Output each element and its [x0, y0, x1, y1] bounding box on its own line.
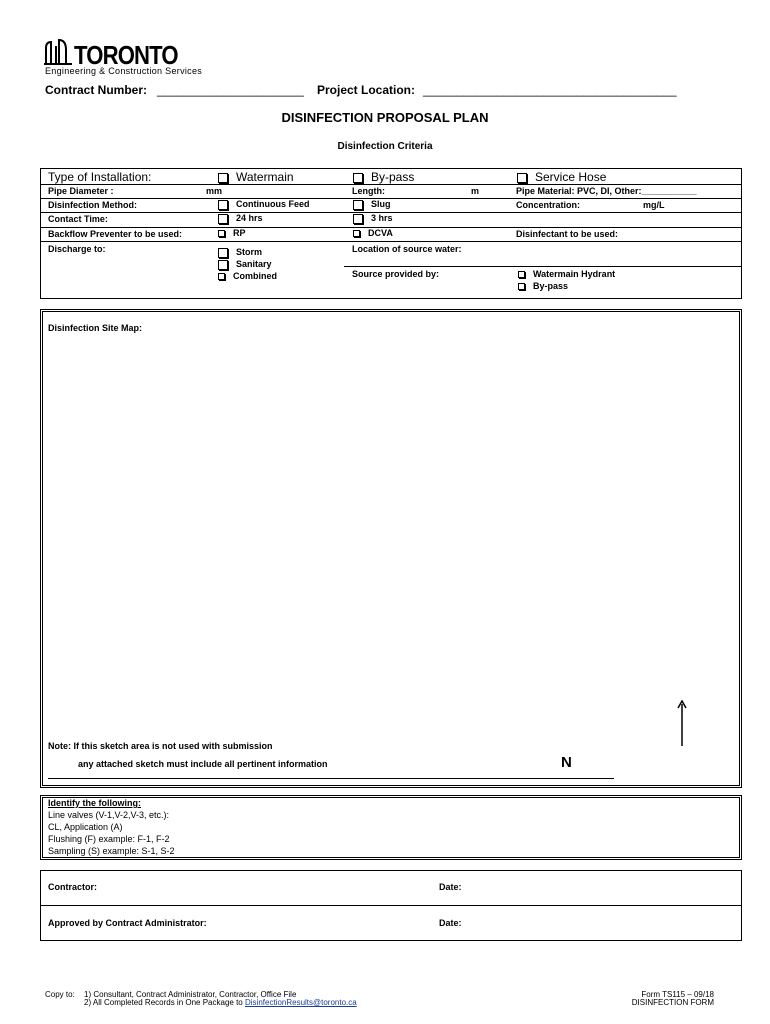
checkbox-icon[interactable]: [517, 173, 527, 183]
logo-wordmark: TORONTO: [74, 40, 178, 70]
checkbox-icon[interactable]: [518, 271, 525, 278]
discharge-label: Discharge to:: [48, 244, 106, 254]
identify-item: Line valves (V-1,V-2,V-3, etc.):: [48, 810, 170, 820]
backflow-preventer-label: Backflow Preventer to be used:: [48, 229, 183, 239]
checkbox-icon[interactable]: [353, 214, 363, 224]
north-arrow-icon: [677, 700, 687, 748]
section-subtitle: Disinfection Criteria: [337, 141, 433, 152]
type-of-installation-label: Type of Installation:: [48, 170, 152, 184]
option-sanitary[interactable]: Sanitary: [218, 259, 272, 270]
identify-item: CL, Application (A): [48, 822, 123, 832]
option-bypass[interactable]: By-pass: [353, 170, 414, 184]
option-combined[interactable]: Combined: [218, 271, 277, 281]
checkbox-icon[interactable]: [218, 230, 225, 237]
form-number: Form TS115 – 09/18: [641, 990, 714, 999]
city-hall-icon: [44, 38, 74, 66]
option-dcva[interactable]: DCVA: [353, 228, 393, 238]
copy-to-label: Copy to:: [45, 990, 75, 999]
disinfectant-label: Disinfectant to be used:: [516, 229, 619, 239]
checkbox-icon[interactable]: [353, 200, 363, 210]
email-link[interactable]: DisinfectionResults@toronto.ca: [244, 998, 357, 1007]
source-provided-label: Source provided by:: [352, 269, 440, 279]
concentration-label: Concentration:: [516, 200, 580, 210]
checkbox-icon[interactable]: [218, 173, 228, 183]
contractor-date-field[interactable]: [470, 876, 730, 900]
approved-by-field[interactable]: [235, 912, 425, 936]
north-label: N: [561, 754, 572, 771]
checkbox-icon[interactable]: [353, 230, 360, 237]
option-service-hose[interactable]: Service Hose: [517, 170, 606, 184]
option-24-hrs[interactable]: 24 hrs: [218, 213, 263, 224]
disinfection-method-label: Disinfection Method:: [48, 200, 137, 210]
identify-item: Sampling (S) example: S-1, S-2: [48, 846, 175, 856]
checkbox-icon[interactable]: [218, 248, 228, 258]
form-name: DISINFECTION FORM: [631, 998, 714, 1007]
pipe-diameter-unit: mm: [206, 186, 223, 196]
checkbox-icon[interactable]: [353, 173, 363, 183]
option-slug[interactable]: Slug: [353, 199, 391, 210]
contract-number-label: Contract Number:: [45, 83, 148, 97]
copy-to-line-1: 1) Consultant, Contract Administrator, Contractor, Office File: [84, 990, 297, 999]
page-title: DISINFECTION PROPOSAL PLAN: [281, 110, 489, 125]
option-watermain-hydrant[interactable]: Watermain Hydrant: [518, 269, 615, 279]
source-location-label: Location of source water:: [352, 244, 462, 254]
site-map-area[interactable]: [40, 309, 742, 788]
option-storm[interactable]: Storm: [218, 247, 262, 258]
approved-date-field[interactable]: [470, 912, 730, 936]
checkbox-icon[interactable]: [218, 273, 225, 280]
site-map-note-continued: any attached sketch must include all pertinent information: [78, 759, 328, 769]
project-location-label: Project Location:: [317, 83, 416, 97]
site-map-label: Disinfection Site Map:: [48, 323, 143, 333]
option-3-hrs[interactable]: 3 hrs: [353, 213, 393, 224]
option-continuous-feed[interactable]: Continuous Feed: [218, 199, 310, 210]
option-rp[interactable]: RP: [218, 228, 246, 238]
department-name: Engineering & Construction Services: [45, 66, 203, 76]
contract-number-field[interactable]: ______________________: [157, 83, 304, 97]
copy-to-line-2: 2) All Completed Records in One Package to DisinfectionResults@toronto.ca: [84, 998, 357, 1007]
option-source-bypass[interactable]: By-pass: [518, 281, 568, 291]
checkbox-icon[interactable]: [218, 260, 228, 270]
concentration-unit: mg/L: [643, 200, 665, 210]
length-unit: m: [471, 186, 480, 196]
identify-heading: Identify the following:: [48, 798, 141, 808]
approved-date-label: Date:: [439, 918, 462, 928]
contact-time-label: Contact Time:: [48, 214, 108, 224]
checkbox-icon[interactable]: [218, 214, 228, 224]
checkbox-icon[interactable]: [218, 200, 228, 210]
approved-by-label: Approved by Contract Administrator:: [48, 918, 207, 928]
project-location-field[interactable]: ______________________________________: [423, 83, 677, 97]
contractor-label: Contractor:: [48, 882, 97, 892]
identify-item: Flushing (F) example: F-1, F-2: [48, 834, 170, 844]
checkbox-icon[interactable]: [518, 283, 525, 290]
option-watermain[interactable]: Watermain: [218, 170, 294, 184]
site-map-note: Note: If this sketch area is not used with submission: [48, 741, 273, 751]
contractor-date-label: Date:: [439, 882, 462, 892]
length-label: Length:: [352, 186, 385, 196]
pipe-material-label: Pipe Material: PVC, DI, Other:___________: [516, 186, 697, 196]
contractor-field[interactable]: [120, 876, 420, 900]
pipe-diameter-label: Pipe Diameter :: [48, 186, 114, 196]
